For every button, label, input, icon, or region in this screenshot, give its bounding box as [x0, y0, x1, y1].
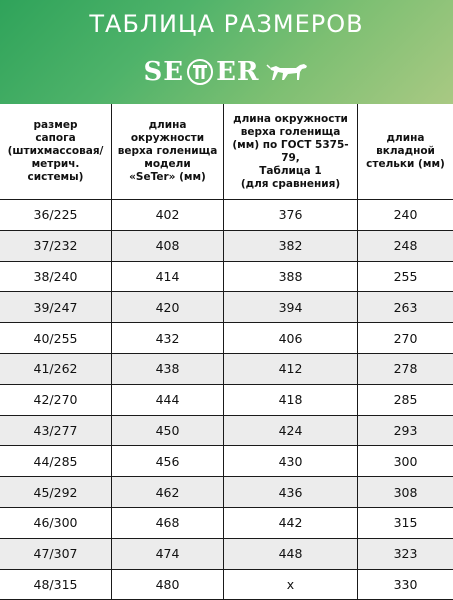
cell-seter-circumference: 420: [112, 292, 224, 322]
pointer-dog-icon: [266, 58, 310, 86]
cell-boot-size: 36/225: [0, 200, 112, 230]
cell-boot-size: 46/300: [0, 508, 112, 538]
table-row: [0, 570, 453, 600]
size-table: [0, 104, 453, 600]
cell-insole-length: 278: [393, 361, 418, 377]
logo-text-right: ER: [216, 57, 260, 87]
table-row: [0, 231, 453, 262]
cell-insole-length: 285: [393, 392, 418, 408]
cell-boot-size: 40/255: [0, 323, 112, 353]
cell-insole-length: 270: [393, 330, 418, 346]
table-row: [0, 477, 453, 508]
cell-boot-size: 48/315: [0, 570, 112, 600]
page-title: ТАБЛИЦА РАЗМЕРОВ: [89, 10, 364, 38]
cell-insole-length: 315: [393, 515, 418, 531]
table-row: [0, 508, 453, 539]
cell-boot-size: 42/270: [0, 385, 112, 415]
table-row: [0, 200, 453, 231]
cell-seter-circumference: 432: [112, 323, 224, 353]
cell-boot-size: 43/277: [0, 416, 112, 446]
cell-boot-size: 38/240: [0, 262, 112, 292]
cell-seter-circumference: 438: [112, 354, 224, 384]
cell-gost-circumference: 418: [224, 385, 358, 415]
cell-gost-circumference: x: [224, 570, 358, 600]
brand-logo: [0, 52, 453, 92]
cell-boot-size: 37/232: [0, 231, 112, 261]
cell-insole-length: 308: [393, 484, 418, 500]
cell-boot-size: 41/262: [0, 354, 112, 384]
cell-insole-length: 300: [393, 453, 418, 469]
cell-gost-circumference: 448: [224, 539, 358, 569]
cell-seter-circumference: 408: [112, 231, 224, 261]
cell-gost-circumference: 394: [224, 292, 358, 322]
cell-gost-circumference: 412: [224, 354, 358, 384]
table-header-row: [0, 104, 453, 200]
column-header-boot-size: размер сапога (штихмассовая/ метрич. системы): [0, 104, 112, 199]
table-row: [0, 539, 453, 570]
cell-seter-circumference: 450: [112, 416, 224, 446]
table-row: [0, 292, 453, 323]
cell-seter-circumference: 402: [112, 200, 224, 230]
cell-insole-length: 323: [393, 546, 418, 562]
cell-gost-circumference: 436: [224, 477, 358, 507]
cell-gost-circumference: 382: [224, 231, 358, 261]
cell-seter-circumference: 456: [112, 446, 224, 476]
cell-insole-length: 248: [393, 238, 418, 254]
logo-text-left: SE: [143, 57, 185, 87]
cell-gost-circumference: 430: [224, 446, 358, 476]
column-header-seter-circumference: длина окружности верха голенища модели «SeTer» (мм): [112, 104, 224, 199]
cell-boot-size: 39/247: [0, 292, 112, 322]
cell-gost-circumference: 442: [224, 508, 358, 538]
cell-seter-circumference: 414: [112, 262, 224, 292]
table-row: [0, 354, 453, 385]
cell-boot-size: 44/285: [0, 446, 112, 476]
cell-seter-circumference: 480: [112, 570, 224, 600]
table-row: [0, 446, 453, 477]
cell-gost-circumference: 376: [224, 200, 358, 230]
table-row: [0, 262, 453, 293]
table-body: [0, 200, 453, 600]
cell-insole-length: 240: [393, 207, 418, 223]
table-row: [0, 385, 453, 416]
table-row: [0, 416, 453, 447]
column-header-gost-circumference: длина окружности верха голенища (мм) по ГОСТ 5375-79, Таблица 1 (для сравнения): [224, 104, 358, 199]
cell-boot-size: 45/292: [0, 477, 112, 507]
cell-insole-length: 255: [393, 268, 418, 284]
cell-seter-circumference: 444: [112, 385, 224, 415]
cell-insole-length: 263: [393, 299, 418, 315]
cell-seter-circumference: 462: [112, 477, 224, 507]
header-banner: [0, 0, 453, 104]
cell-gost-circumference: 406: [224, 323, 358, 353]
table-row: [0, 323, 453, 354]
cell-gost-circumference: 388: [224, 262, 358, 292]
cell-boot-size: 47/307: [0, 539, 112, 569]
column-header-insole-length: длина вкладной стельки (мм): [366, 132, 445, 170]
cell-insole-length: 330: [393, 576, 418, 592]
logo-wordmark: [143, 57, 259, 87]
cell-seter-circumference: 474: [112, 539, 224, 569]
cell-seter-circumference: 468: [112, 508, 224, 538]
cell-insole-length: 293: [393, 422, 418, 438]
cell-gost-circumference: 424: [224, 416, 358, 446]
logo-emblem-icon: [186, 58, 214, 86]
